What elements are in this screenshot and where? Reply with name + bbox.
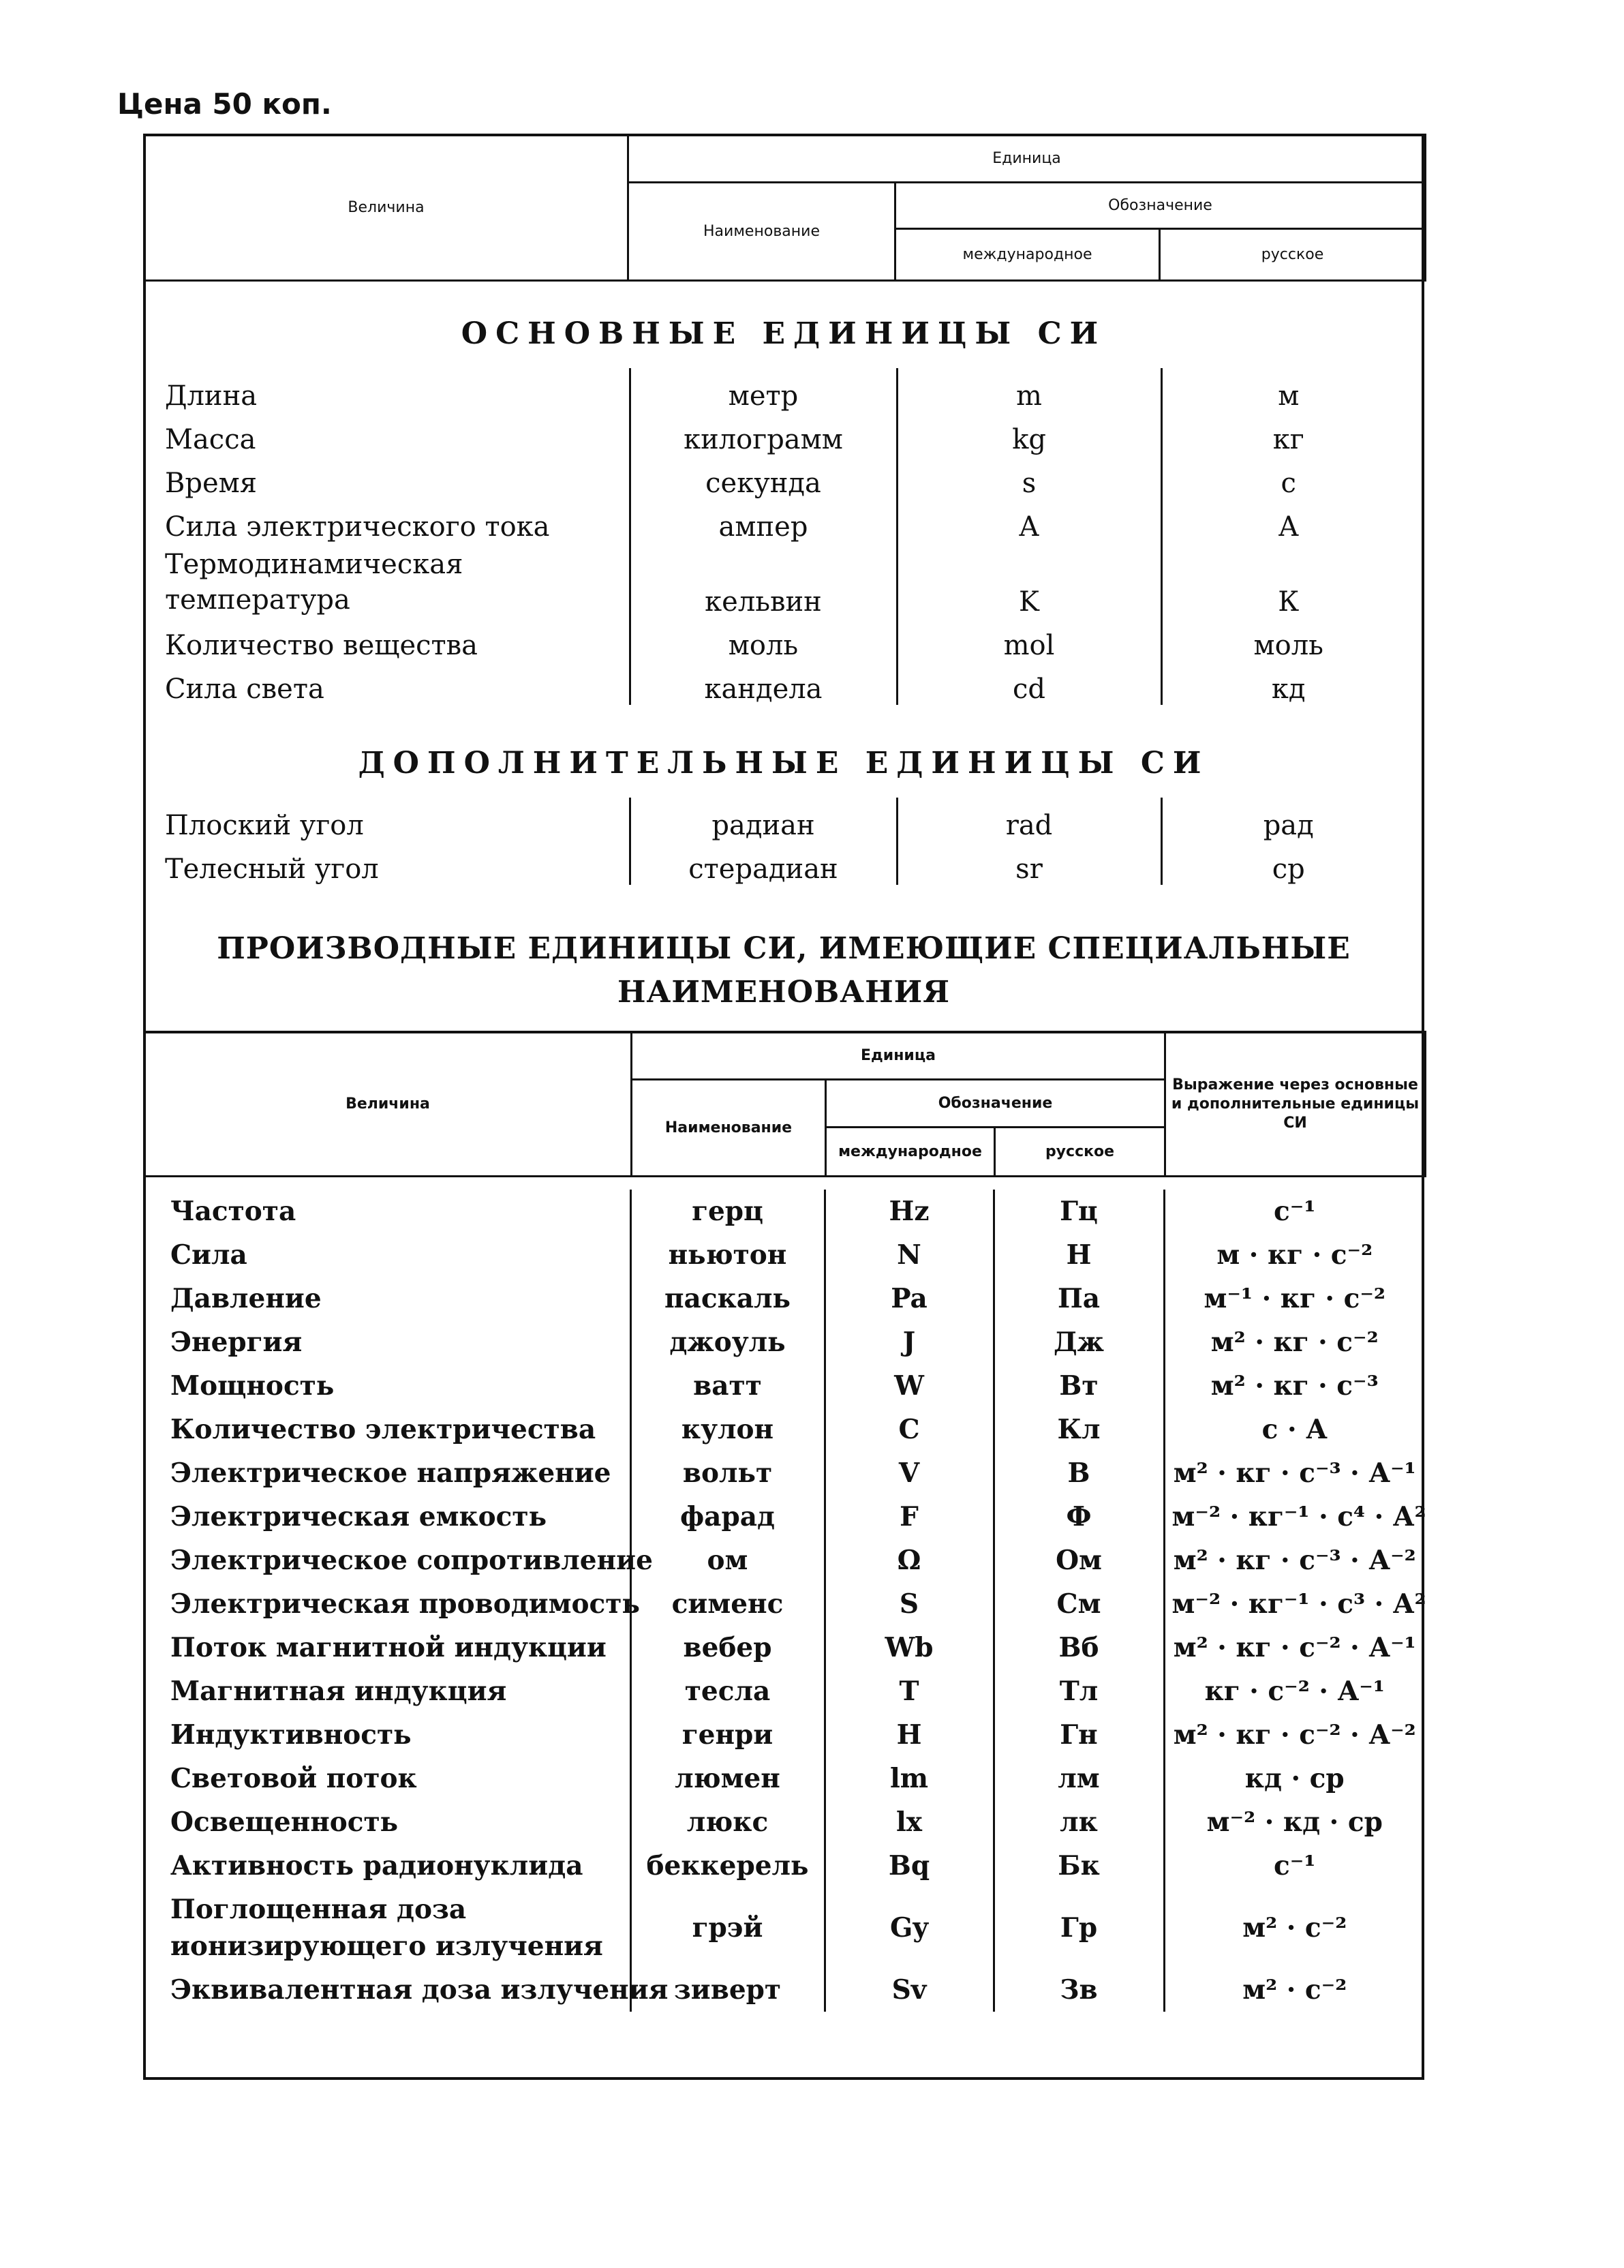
table-row: Поток магнитной индукции вебер Wb Вб м² · кг · с⁻² · А⁻¹ bbox=[143, 1626, 1424, 1669]
table-row: Термодинамическая температура кельвин K К bbox=[154, 543, 1415, 618]
table-row: Мощность ватт W Вт м² · кг · с⁻³ bbox=[143, 1364, 1424, 1408]
basic-units-title: ОСНОВНЫЕ ЕДИНИЦЫ СИ bbox=[461, 316, 1107, 351]
table-row: Количество электричества кулон C Кл с · А bbox=[143, 1408, 1424, 1451]
price-label: Цена 50 коп. bbox=[117, 87, 332, 121]
header-name: Наименование bbox=[628, 183, 895, 281]
derived-title-line1: ПРОИЗВОДНЫЕ ЕДИНИЦЫ СИ, ИМЕЮЩИЕ СПЕЦИАЛЬНЫЕ bbox=[217, 931, 1351, 966]
derived-units-title bbox=[146, 927, 1422, 1014]
derived-header-unit: Единица bbox=[632, 1032, 1165, 1080]
header-russian: русское bbox=[1160, 229, 1426, 281]
table-row: Активность радионуклида беккерель Bq Бк с⁻¹ bbox=[143, 1844, 1424, 1888]
derived-title-line2: НАИМЕНОВАНИЯ bbox=[617, 975, 951, 1010]
table-row: Индуктивность генри H Гн м² · кг · с⁻² · А⁻² bbox=[143, 1713, 1424, 1757]
table-row: Поглощенная доза ионизирующего излучения грэй Gy Гр м² · с⁻² bbox=[143, 1888, 1424, 1968]
table-row: Частота герц Hz Гц с⁻¹ bbox=[143, 1190, 1424, 1233]
table-row: Электрическое напряжение вольт V В м² · кг · с⁻³ · А⁻¹ bbox=[143, 1451, 1424, 1495]
derived-header-international: международное bbox=[826, 1128, 995, 1177]
derived-header-name: Наименование bbox=[632, 1080, 826, 1177]
table-row: Сила света кандела cd кд bbox=[154, 661, 1415, 705]
derived-header-quantity: Величина bbox=[144, 1032, 632, 1177]
table-row: Эквивалентная доза излучения зиверт Sv Зв м² · с⁻² bbox=[143, 1968, 1424, 2012]
derived-header-expression: Выражение через основные и дополнительные единицы СИ bbox=[1165, 1032, 1426, 1177]
derived-units-header bbox=[143, 1031, 1426, 1177]
derived-header-designation: Обозначение bbox=[826, 1080, 1165, 1128]
table-row: Электрическая емкость фарад F Ф м⁻² · кг⁻¹ · с⁴ · А² bbox=[143, 1495, 1424, 1539]
supplementary-units-table bbox=[154, 798, 1415, 885]
derived-header-russian: русское bbox=[995, 1128, 1165, 1177]
table-row: Освещенность люкс lx лк м⁻² · кд · ср bbox=[143, 1800, 1424, 1844]
table-row: Сила ньютон N Н м · кг · с⁻² bbox=[143, 1233, 1424, 1277]
table-row: Масса килограмм kg кг bbox=[154, 412, 1415, 455]
supplementary-units-title: ДОПОЛНИТЕЛЬНЫЕ ЕДИНИЦЫ СИ bbox=[358, 746, 1210, 781]
table-row: Телесный угол стерадиан sr ср bbox=[154, 841, 1415, 885]
table-row: Время секунда s с bbox=[154, 455, 1415, 499]
derived-units-table bbox=[143, 1190, 1424, 2012]
header-designation: Обозначение bbox=[895, 183, 1426, 229]
table-row: Магнитная индукция тесла T Тл кг · с⁻² · А⁻¹ bbox=[143, 1669, 1424, 1713]
basic-units-table bbox=[154, 368, 1415, 705]
table-row: Длина метр m м bbox=[154, 368, 1415, 412]
header-quantity: Величина bbox=[144, 135, 628, 281]
table-row: Энергия джоуль J Дж м² · кг · с⁻² bbox=[143, 1320, 1424, 1364]
table-row: Световой поток люмен lm лм кд · ср bbox=[143, 1757, 1424, 1800]
table-row: Электрическое сопротивление ом Ω Ом м² · кг · с⁻³ · А⁻² bbox=[143, 1539, 1424, 1582]
header-unit: Единица bbox=[628, 135, 1426, 183]
basic-units-header bbox=[143, 134, 1426, 282]
table-row: Плоский угол радиан rad рад bbox=[154, 798, 1415, 841]
header-international: международное bbox=[895, 229, 1160, 281]
table-row: Электрическая проводимость сименс S См м⁻² · кг⁻¹ · с³ · А² bbox=[143, 1582, 1424, 1626]
table-row: Количество вещества моль mol моль bbox=[154, 618, 1415, 661]
table-row: Сила электрического тока ампер A А bbox=[154, 499, 1415, 543]
table-row: Давление паскаль Pa Па м⁻¹ · кг · с⁻² bbox=[143, 1277, 1424, 1320]
